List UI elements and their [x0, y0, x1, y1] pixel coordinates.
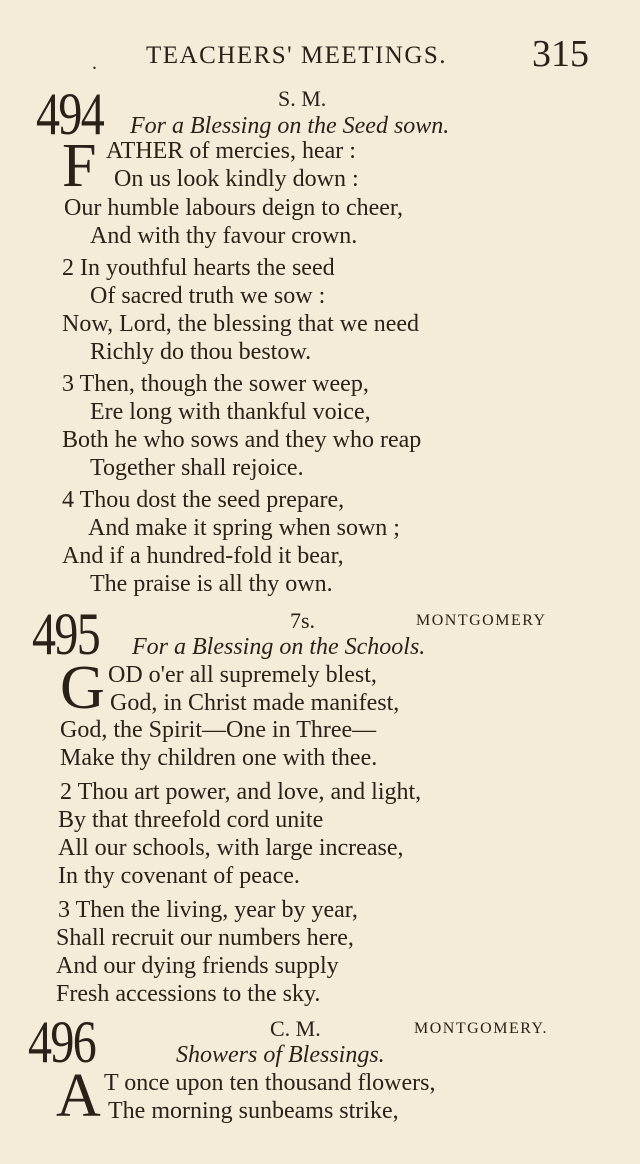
verse-line: Make thy children one with thee.	[60, 745, 378, 771]
first-line: T once upon ten thousand flowers,	[104, 1070, 436, 1096]
verse-line: Fresh accessions to the sky.	[56, 981, 321, 1007]
verse-line: 4 Thou dost the seed prepare,	[62, 487, 345, 513]
second-line: On us look kindly down :	[114, 166, 359, 192]
verse-line: Our humble labours deign to cheer,	[64, 195, 403, 221]
verse-line: Both he who sows and they who reap	[62, 427, 422, 453]
drop-cap: A	[56, 1062, 101, 1130]
verse-line: 3 Then, though the sower weep,	[62, 371, 369, 397]
verse-line: And if a hundred-fold it bear,	[62, 543, 344, 569]
verse-line: And with thy favour crown.	[90, 223, 358, 249]
verse-line: All our schools, with large increase,	[58, 835, 404, 861]
second-line: The morning sunbeams strike,	[108, 1098, 399, 1124]
header-dot: .	[92, 52, 97, 74]
verse-line: And our dying friends supply	[56, 953, 339, 979]
drop-cap: F	[62, 132, 97, 200]
hymn-composer: MONTGOMERY	[416, 612, 547, 629]
first-line: ATHER of mercies, hear :	[106, 138, 356, 164]
hymn-subtitle: For a Blessing on the Schools.	[132, 634, 426, 660]
verse-line: Together shall rejoice.	[90, 455, 304, 481]
running-title: TEACHERS' MEETINGS.	[146, 42, 448, 69]
verse-line: In thy covenant of peace.	[58, 863, 300, 889]
verse-line: 2 Thou art power, and love, and light,	[60, 779, 422, 805]
second-line: God, in Christ made manifest,	[110, 690, 400, 716]
hymn-composer: MONTGOMERY.	[414, 1020, 548, 1037]
drop-cap: G	[60, 654, 105, 722]
verse-line: The praise is all thy own.	[90, 571, 333, 597]
verse-line: And make it spring when sown ;	[88, 515, 400, 541]
verse-line: Shall recruit our numbers here,	[56, 925, 354, 951]
hymn-number: 494	[36, 81, 104, 147]
hymn-subtitle: For a Blessing on the Seed sown.	[130, 113, 450, 139]
verse-line: Ere long with thankful voice,	[90, 399, 371, 425]
verse-line: By that threefold cord unite	[58, 807, 324, 833]
hymn-number: 496	[28, 1009, 96, 1075]
verse-line: Of sacred truth we sow :	[90, 283, 326, 309]
hymn-number: 495	[32, 601, 100, 667]
hymn-meter: C. M.	[270, 1016, 321, 1041]
page-header	[0, 33, 640, 78]
hymn-subtitle: Showers of Blessings.	[176, 1042, 385, 1068]
verse-line: God, the Spirit—One in Three—	[60, 717, 377, 743]
page-number: 315	[532, 33, 589, 75]
verse-line: 2 In youthful hearts the seed	[62, 255, 335, 281]
verse-line: 3 Then the living, year by year,	[58, 897, 358, 923]
verse-line: Now, Lord, the blessing that we need	[62, 311, 420, 337]
hymn-meter: S. M.	[278, 86, 327, 111]
verse-line: Richly do thou bestow.	[90, 339, 312, 365]
first-line: OD o'er all supremely blest,	[108, 662, 377, 688]
hymn-meter: 7s.	[290, 608, 316, 633]
